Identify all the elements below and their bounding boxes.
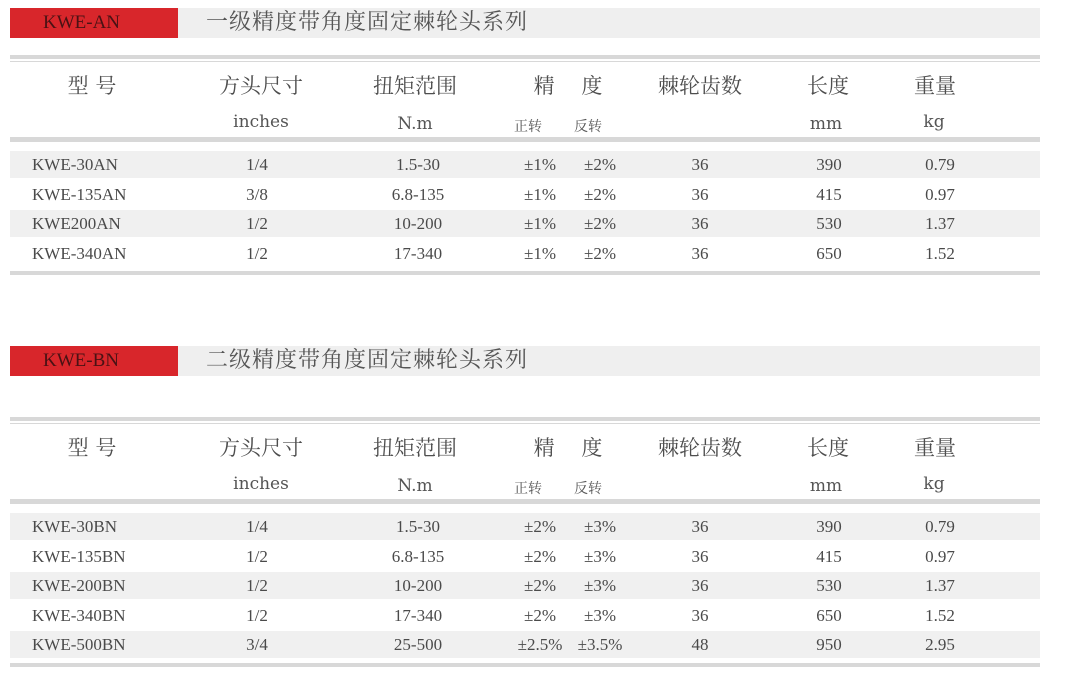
subheader-counterclockwise: 反转 bbox=[574, 119, 602, 135]
table-top-rule-thin bbox=[10, 423, 1040, 424]
cell-accuracy-ccw: ±2% bbox=[584, 155, 616, 174]
cell-accuracy-cw: ±2% bbox=[524, 605, 556, 625]
series-tag: KWE-BN bbox=[10, 346, 178, 376]
cell-ratchet-teeth: 36 bbox=[691, 576, 709, 595]
subheader-kg: kg bbox=[923, 112, 945, 132]
series-title-bar bbox=[10, 346, 1040, 376]
cell-ratchet-teeth: 48 bbox=[691, 635, 709, 654]
subheader-inches: inches bbox=[233, 112, 289, 132]
series-title-bar bbox=[10, 8, 1040, 38]
cell-torque-range: 10-200 bbox=[393, 576, 443, 595]
cell-weight: 0.97 bbox=[925, 546, 955, 566]
cell-ratchet-teeth: 36 bbox=[691, 184, 709, 204]
header-square-size: 方头尺寸 bbox=[219, 74, 303, 98]
cell-accuracy-ccw: ±2% bbox=[584, 243, 616, 263]
cell-torque-range: 6.8-135 bbox=[391, 546, 445, 566]
header-length: 长度 bbox=[807, 436, 849, 460]
cell-ratchet-teeth: 36 bbox=[691, 517, 709, 536]
cell-length: 530 bbox=[816, 214, 842, 233]
table-top-rule-thin bbox=[10, 61, 1040, 62]
cell-accuracy-cw: ±2% bbox=[524, 546, 556, 566]
table-row bbox=[10, 543, 1040, 570]
cell-accuracy-ccw: ±3.5% bbox=[577, 635, 623, 654]
cell-ratchet-teeth: 36 bbox=[691, 214, 709, 233]
header-square-size: 方头尺寸 bbox=[219, 436, 303, 460]
cell-torque-range: 25-500 bbox=[393, 635, 443, 654]
cell-ratchet-teeth: 36 bbox=[691, 546, 709, 566]
subheader-mm: mm bbox=[809, 476, 843, 496]
table-bottom-rule bbox=[10, 663, 1040, 667]
cell-weight: 1.52 bbox=[925, 243, 955, 263]
cell-square-size: 1/2 bbox=[246, 576, 268, 595]
cell-ratchet-teeth: 36 bbox=[691, 155, 709, 174]
header-weight: 重量 bbox=[914, 436, 956, 460]
cell-square-size: 3/4 bbox=[246, 635, 268, 654]
cell-torque-range: 10-200 bbox=[393, 214, 443, 233]
cell-model: KWE-135AN bbox=[32, 184, 127, 204]
header-weight: 重量 bbox=[914, 74, 956, 98]
cell-accuracy-cw: ±2% bbox=[524, 576, 556, 595]
cell-weight: 0.97 bbox=[925, 184, 955, 204]
table-row bbox=[10, 210, 1040, 237]
subheader-mm: mm bbox=[809, 114, 843, 134]
cell-ratchet-teeth: 36 bbox=[691, 243, 709, 263]
cell-square-size: 1/2 bbox=[246, 605, 268, 625]
cell-length: 390 bbox=[816, 517, 842, 536]
cell-weight: 2.95 bbox=[925, 635, 955, 654]
series-tag: KWE-AN bbox=[10, 8, 178, 38]
cell-model: KWE-200BN bbox=[32, 576, 126, 595]
table-row bbox=[10, 631, 1040, 658]
cell-square-size: 1/4 bbox=[246, 155, 268, 174]
cell-model: KWE-500BN bbox=[32, 635, 126, 654]
cell-model: KWE-340AN bbox=[32, 243, 127, 263]
header-accuracy: 精 度 bbox=[533, 436, 603, 460]
table-row bbox=[10, 151, 1040, 178]
cell-accuracy-cw: ±1% bbox=[524, 214, 556, 233]
subheader-nm: N.m bbox=[397, 114, 433, 134]
header-model: 型 号 bbox=[67, 436, 117, 460]
table-row bbox=[10, 572, 1040, 599]
cell-torque-range: 1.5-30 bbox=[396, 517, 440, 536]
cell-torque-range: 17-340 bbox=[393, 605, 443, 625]
cell-model: KWE-135BN bbox=[32, 546, 126, 566]
cell-torque-range: 17-340 bbox=[393, 243, 443, 263]
cell-accuracy-cw: ±1% bbox=[524, 243, 556, 263]
cell-length: 415 bbox=[816, 184, 842, 204]
table-row bbox=[10, 602, 1040, 629]
header-model: 型 号 bbox=[67, 74, 117, 98]
header-rule bbox=[10, 499, 1040, 504]
cell-accuracy-cw: ±2.5% bbox=[517, 635, 563, 654]
table-top-rule bbox=[10, 417, 1040, 421]
series-title: 二级精度带角度固定棘轮头系列 bbox=[206, 348, 529, 373]
cell-model: KWE-30BN bbox=[32, 517, 117, 536]
subheader-counterclockwise: 反转 bbox=[574, 481, 602, 497]
cell-weight: 0.79 bbox=[925, 517, 955, 536]
cell-length: 415 bbox=[816, 546, 842, 566]
series-title: 一级精度带角度固定棘轮头系列 bbox=[206, 10, 529, 35]
cell-length: 390 bbox=[816, 155, 842, 174]
cell-model: KWE200AN bbox=[32, 214, 121, 233]
cell-accuracy-ccw: ±2% bbox=[584, 184, 616, 204]
table-row bbox=[10, 181, 1040, 208]
cell-length: 650 bbox=[816, 605, 842, 625]
header-torque-range: 扭矩范围 bbox=[373, 436, 457, 460]
cell-accuracy-cw: ±1% bbox=[524, 184, 556, 204]
cell-square-size: 1/2 bbox=[246, 546, 268, 566]
subheader-clockwise: 正转 bbox=[514, 481, 542, 497]
cell-length: 650 bbox=[816, 243, 842, 263]
cell-weight: 1.52 bbox=[925, 605, 955, 625]
table-row bbox=[10, 513, 1040, 540]
cell-square-size: 1/2 bbox=[246, 243, 268, 263]
header-ratchet-teeth: 棘轮齿数 bbox=[658, 436, 742, 460]
cell-accuracy-ccw: ±3% bbox=[584, 517, 616, 536]
subheader-kg: kg bbox=[923, 474, 945, 494]
header-rule bbox=[10, 137, 1040, 142]
cell-accuracy-cw: ±1% bbox=[524, 155, 556, 174]
cell-accuracy-ccw: ±3% bbox=[584, 546, 616, 566]
header-length: 长度 bbox=[807, 74, 849, 98]
cell-weight: 1.37 bbox=[925, 576, 955, 595]
cell-square-size: 1/2 bbox=[246, 214, 268, 233]
header-accuracy: 精 度 bbox=[533, 74, 603, 98]
header-torque-range: 扭矩范围 bbox=[373, 74, 457, 98]
subheader-inches: inches bbox=[233, 474, 289, 494]
subheader-nm: N.m bbox=[397, 476, 433, 496]
cell-square-size: 1/4 bbox=[246, 517, 268, 536]
cell-torque-range: 6.8-135 bbox=[391, 184, 445, 204]
header-ratchet-teeth: 棘轮齿数 bbox=[658, 74, 742, 98]
table-bottom-rule bbox=[10, 271, 1040, 275]
table-top-rule bbox=[10, 55, 1040, 59]
cell-accuracy-ccw: ±2% bbox=[584, 214, 616, 233]
subheader-clockwise: 正转 bbox=[514, 119, 542, 135]
table-row bbox=[10, 240, 1040, 267]
cell-length: 950 bbox=[816, 635, 842, 654]
cell-weight: 1.37 bbox=[925, 214, 955, 233]
cell-accuracy-ccw: ±3% bbox=[584, 605, 616, 625]
cell-torque-range: 1.5-30 bbox=[396, 155, 440, 174]
cell-ratchet-teeth: 36 bbox=[691, 605, 709, 625]
cell-length: 530 bbox=[816, 576, 842, 595]
cell-accuracy-ccw: ±3% bbox=[584, 576, 616, 595]
cell-square-size: 3/8 bbox=[246, 184, 268, 204]
cell-weight: 0.79 bbox=[925, 155, 955, 174]
cell-model: KWE-340BN bbox=[32, 605, 126, 625]
cell-model: KWE-30AN bbox=[32, 155, 118, 174]
cell-accuracy-cw: ±2% bbox=[524, 517, 556, 536]
